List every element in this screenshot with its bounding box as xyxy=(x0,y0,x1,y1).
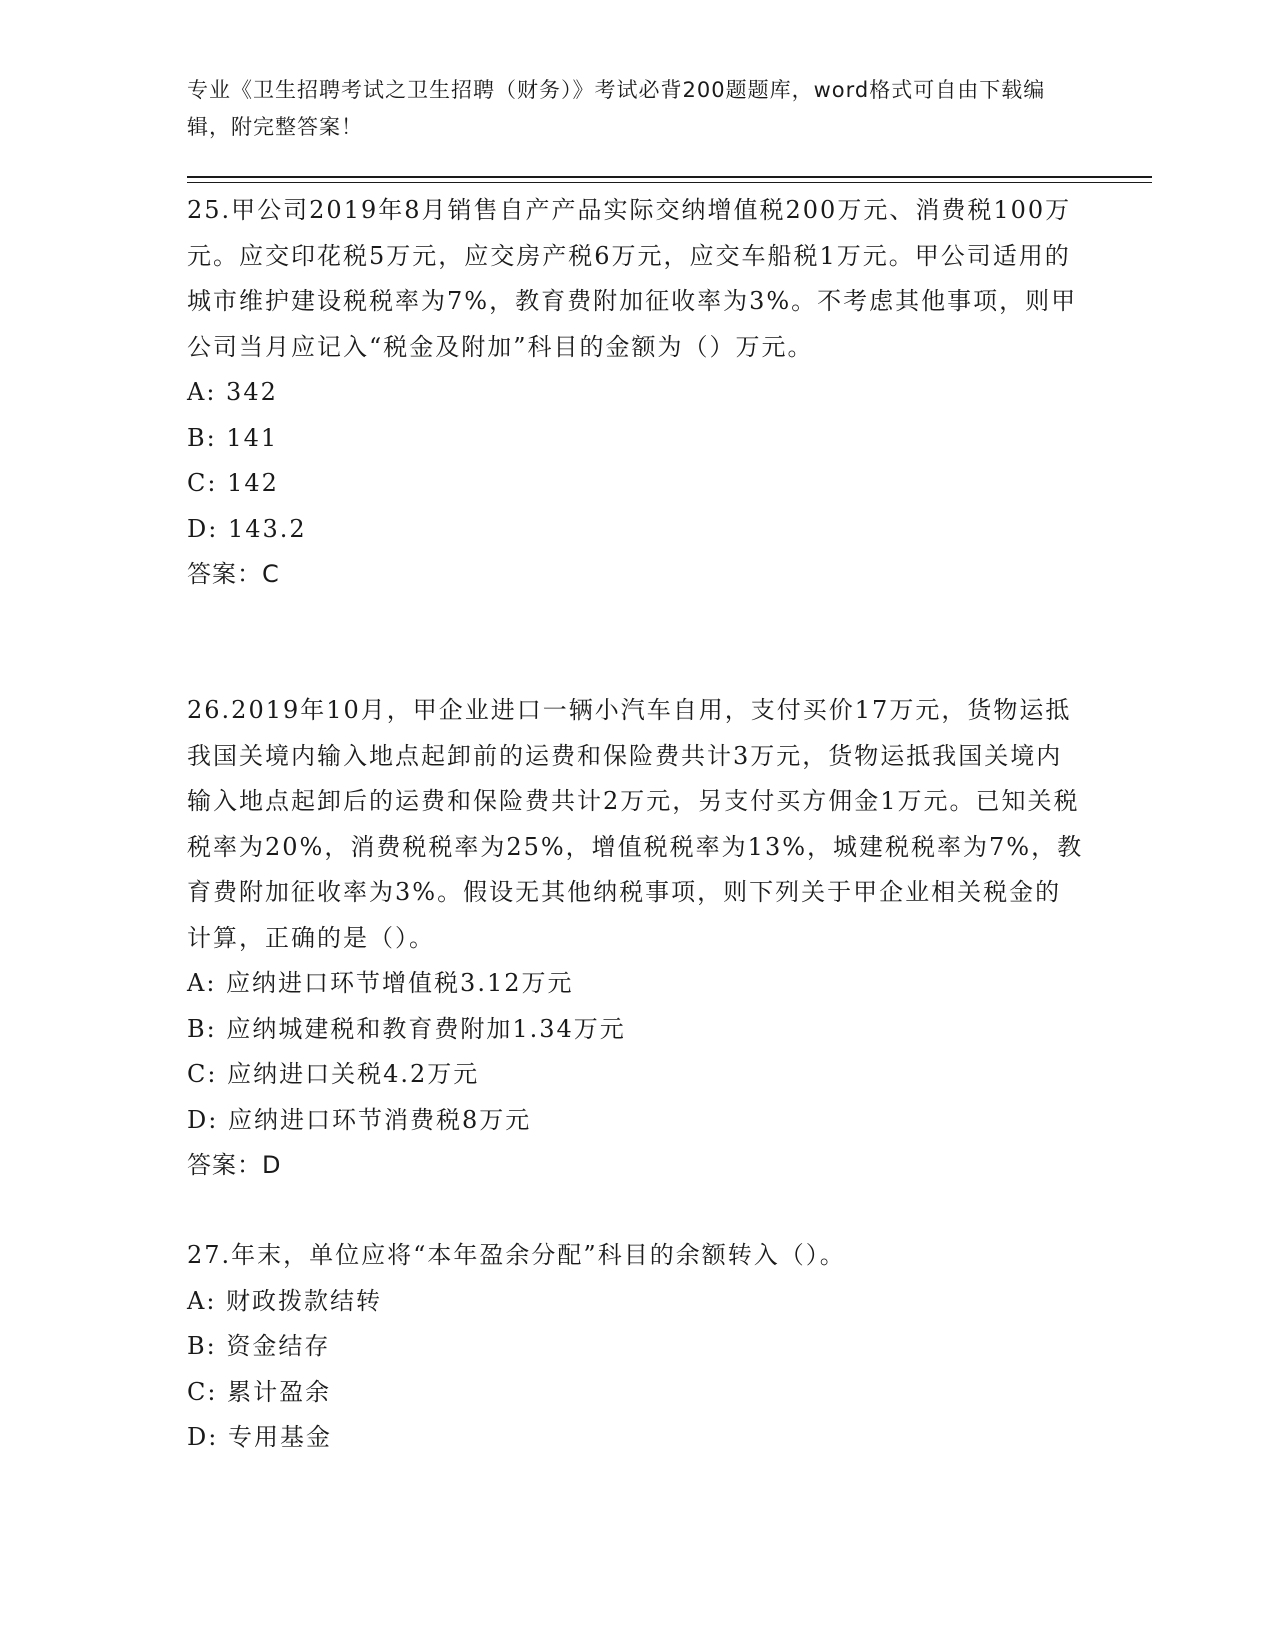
option-c: C: 应纳进口关税4.2万元 xyxy=(187,1060,480,1088)
option-d: D: 应纳进口环节消费税8万元 xyxy=(187,1105,532,1134)
option-a: A: 财政拨款结转 xyxy=(187,1286,383,1315)
question-26 xyxy=(187,688,1087,1189)
option-a: A: 342 xyxy=(187,378,278,406)
answer-line: 答案：C xyxy=(187,560,280,588)
question-27 xyxy=(187,1233,1087,1461)
option-a: A: 应纳进口环节增值税3.12万元 xyxy=(187,969,574,997)
option-d: D: 专用基金 xyxy=(187,1423,332,1451)
document-header: 专业《卫生招聘考试之卫生招聘（财务）》考试必背200题题库，word格式可自由下载编辑，附完整答案！ xyxy=(187,78,1046,139)
option-b: B: 应纳城建税和教育费附加1.34万元 xyxy=(187,1014,626,1043)
option-c: C: 142 xyxy=(187,469,279,497)
option-d: D: 143.2 xyxy=(187,514,307,543)
option-b: B: 资金结存 xyxy=(187,1332,331,1360)
header-divider-thick xyxy=(187,176,1152,178)
option-b: B: 141 xyxy=(187,423,279,452)
question-25 xyxy=(187,188,1087,598)
question-stem: 25.甲公司2019年8月销售自产产品实际交纳增值税200万元、消费税100万元。应交印花税5万元，应交房产税6万元，应交车船税1万元。甲公司适用的城市维护建设税税率为7%，教育费附加征收率为3%。不考虑其他事项，则甲公司当月应记入“税金及附加”科目的金额为（）万元。 xyxy=(187,196,1078,361)
question-stem: 26.2019年10月，甲企业进口一辆小汽车自用，支付买价17万元，货物运抵我国关境内输入地点起卸前的运费和保险费共计3万元，货物运抵我国关境内输入地点起卸后的运费和保险费共计2万元，另支付买方佣金1万元。已知关税税率为20%，消费税税率为25%，增值税税率为13%，城建税税率为7%，教育费附加征收率为3%。假设无其他纳税事项，则下列关于甲企业相关税金的计算，正确的是（）。 xyxy=(187,696,1084,952)
option-c: C: 累计盈余 xyxy=(187,1377,332,1406)
question-stem: 27.年末，单位应将“本年盈余分配”科目的余额转入（）。 xyxy=(187,1241,846,1269)
header-divider-thin xyxy=(187,182,1152,183)
answer-line: 答案：D xyxy=(187,1151,282,1179)
